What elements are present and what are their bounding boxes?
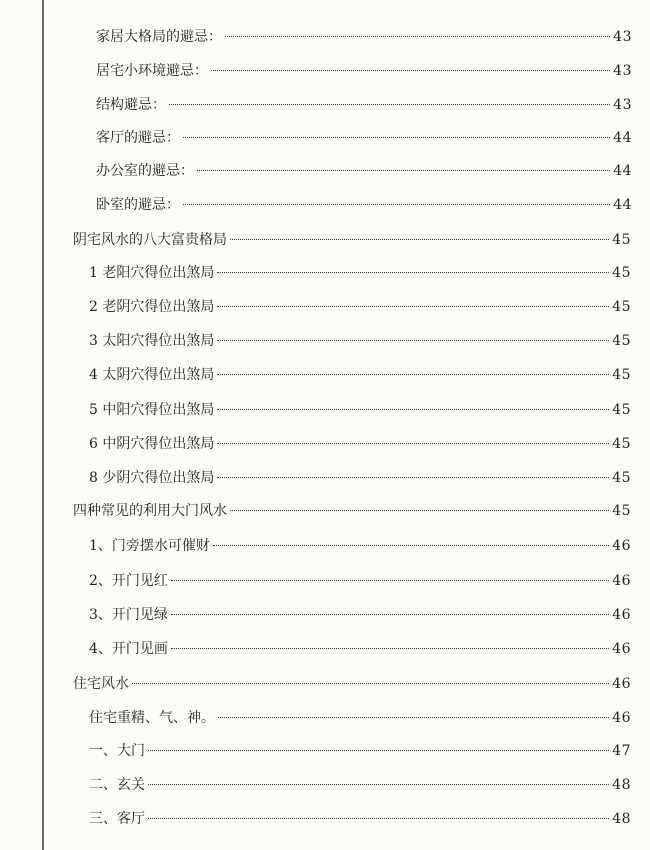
toc-entry [89, 364, 631, 386]
toc-entry-page: 43 [613, 29, 632, 45]
toc-entry-page: 45 [612, 402, 631, 418]
dot-leader [171, 580, 609, 581]
toc-entry-title: 1、门旁摆水可催财 [89, 538, 210, 554]
toc-entry [73, 229, 631, 251]
toc-entry-title: 卧室的避忌： [96, 197, 180, 213]
toc-entry [89, 808, 631, 830]
toc-entry-page: 43 [613, 63, 632, 79]
toc-entry-page: 48 [612, 811, 631, 827]
toc-entry [96, 94, 632, 116]
toc-entry-title: 5 中阳穴得位出煞局 [89, 402, 215, 418]
toc-entry-title: 3 太阳穴得位出煞局 [89, 333, 215, 349]
toc-entry-page: 45 [612, 232, 631, 248]
toc-entry-page: 45 [612, 470, 631, 486]
toc-entry [89, 330, 631, 352]
toc-entry [96, 60, 632, 82]
toc-entry [89, 399, 631, 421]
toc-entry-title: 客厅的避忌： [96, 130, 180, 146]
dot-leader [230, 510, 609, 511]
dot-leader [132, 683, 609, 684]
toc-entry-title: 居宅小环境避忌： [96, 63, 208, 79]
dot-leader [217, 272, 609, 273]
toc-entry-title: 结构避忌： [96, 97, 166, 113]
toc-entry [96, 194, 632, 216]
toc-entry-title: 住宅重精、气、神。 [89, 710, 215, 726]
dot-leader [171, 648, 609, 649]
toc-entry-page: 46 [612, 676, 631, 692]
dot-leader [169, 104, 610, 105]
toc-entry-page: 44 [613, 130, 632, 146]
toc-entry [89, 570, 631, 592]
toc-entry [89, 467, 631, 489]
dot-leader [197, 170, 610, 171]
toc-entry-title: 1 老阳穴得位出煞局 [89, 265, 215, 281]
toc-entry [89, 604, 631, 626]
toc-entry [96, 26, 632, 48]
toc-entry [73, 673, 631, 695]
toc-entry-page: 43 [613, 97, 632, 113]
toc-entry-title: 住宅风水 [73, 676, 129, 692]
dot-leader [230, 239, 609, 240]
toc-entry-title: 四种常见的利用大门风水 [73, 503, 227, 519]
toc-entry [89, 296, 631, 318]
toc-entry-page: 44 [613, 197, 632, 213]
toc-entry-title: 4 太阴穴得位出煞局 [89, 367, 215, 383]
toc-entry [73, 500, 631, 522]
dot-leader [225, 36, 610, 37]
toc-entry-title: 家居大格局的避忌： [96, 29, 222, 45]
dot-leader [183, 137, 610, 138]
toc-entry-title: 3、开门见绿 [89, 607, 168, 623]
toc-entry-title: 三、客厅 [89, 811, 145, 827]
toc-entry [89, 433, 631, 455]
dot-leader [213, 545, 609, 546]
dot-leader [217, 409, 609, 410]
toc-entry-page: 46 [612, 710, 631, 726]
dot-leader [217, 374, 609, 375]
toc-entry [89, 262, 631, 284]
dot-leader [148, 784, 609, 785]
dot-leader [211, 70, 610, 71]
toc-entry-page: 46 [612, 573, 631, 589]
toc-entry [96, 127, 632, 149]
toc-entry [89, 740, 631, 762]
dot-leader [148, 818, 609, 819]
toc-entry-page: 44 [613, 163, 632, 179]
toc-entry-page: 45 [612, 299, 631, 315]
toc-entry-page: 47 [612, 743, 631, 759]
toc-entry [96, 160, 632, 182]
toc-entry-title: 阴宅风水的八大富贵格局 [73, 232, 227, 248]
toc-entry-title: 2 老阴穴得位出煞局 [89, 299, 215, 315]
toc-entry-page: 48 [612, 777, 631, 793]
toc-entry-page: 45 [612, 265, 631, 281]
toc-entry [89, 774, 631, 796]
toc-entry-title: 4、开门见画 [89, 641, 168, 657]
toc-entry-page: 45 [612, 333, 631, 349]
toc-entry-title: 2、开门见红 [89, 573, 168, 589]
dot-leader [218, 717, 609, 718]
dot-leader [183, 204, 610, 205]
toc-entry-title: 8 少阴穴得位出煞局 [89, 470, 215, 486]
toc-entry [89, 707, 631, 729]
toc-entry-title: 6 中阴穴得位出煞局 [89, 436, 215, 452]
toc-entry-page: 45 [612, 367, 631, 383]
toc-entry-page: 45 [612, 436, 631, 452]
dot-leader [217, 306, 609, 307]
dot-leader [217, 443, 609, 444]
toc-entry [89, 535, 631, 557]
toc-entry-page: 46 [612, 607, 631, 623]
toc-entry-title: 办公室的避忌： [96, 163, 194, 179]
dot-leader [171, 614, 609, 615]
toc-entry-page: 45 [612, 503, 631, 519]
toc-entry-page: 46 [612, 538, 631, 554]
dot-leader [217, 477, 609, 478]
toc-entry-title: 二、玄关 [89, 777, 145, 793]
toc-entry [89, 638, 631, 660]
toc-entry-page: 46 [612, 641, 631, 657]
dot-leader [217, 340, 609, 341]
dot-leader [148, 750, 609, 751]
toc-entry-title: 一、大门 [89, 743, 145, 759]
